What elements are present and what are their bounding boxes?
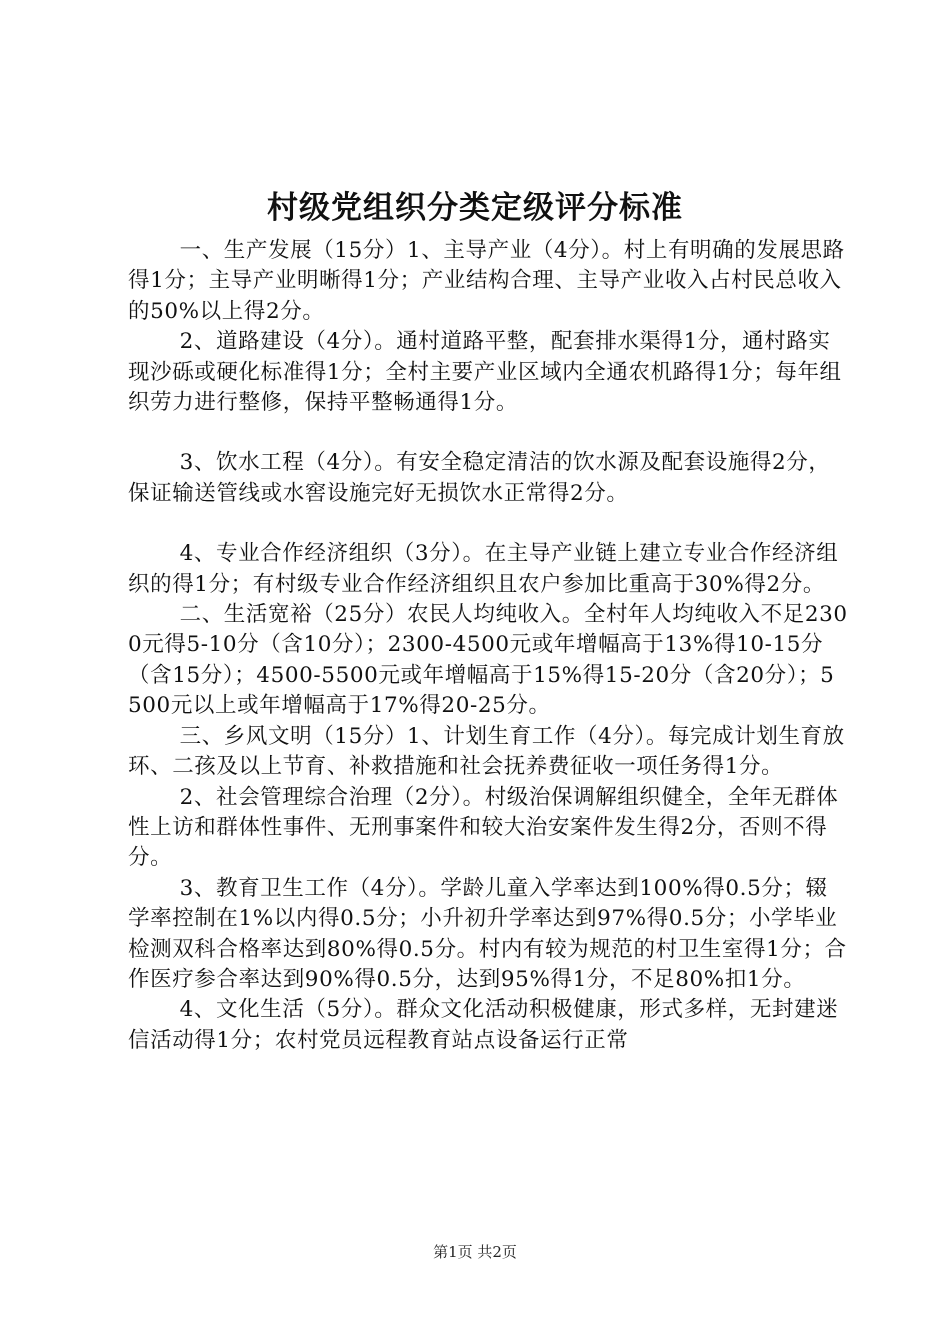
paragraph-rural-civilization: 三、乡风文明（15分）1、计划生育工作（4分）。每完成计划生育放环、二孩及以上节育、补救措施和社会抚养费征收一项任务得1分。 (128, 723, 845, 780)
document-title: 村级党组织分类定级评分标准 (267, 190, 683, 226)
paragraph-drinking-water: 3、饮水工程（4分）。有安全稳定清洁的饮水源及配套设施得2分，保证输送管线或水窖设施完好无损饮水正常得2分。 (128, 450, 831, 506)
paragraph-education-health: 3、教育卫生工作（4分）。学龄儿童入学率达到100%得0.5分；辍学率控制在1%以内得0.5分；小升初升学率达到97%得0.5分；小学毕业检测双科合格率达到80%得0.5分。村内有较为规范的村卫生室得1分；合作医疗参合率达到90%得0.5分，达到95%得1分，不足80%扣1分。 (128, 875, 847, 992)
paragraph-cultural-life: 4、文化生活（5分）。群众文化活动积极健康，形式多样，无封建迷信活动得1分；农村党员远程教育站点设备运行正常 (128, 997, 839, 1053)
paragraph-social-governance: 2、社会管理综合治理（2分）。村级治保调解组织健全，全年无群体性上访和群体性事件、无刑事案件和较大治安案件发生得2分，否则不得分。 (128, 784, 839, 871)
paragraph-spacer (128, 418, 848, 448)
paragraph-cooperative-organization: 4、专业合作经济组织（3分）。在主导产业链上建立专业合作经济组织的得1分；有村级专业合作经济组织且农户参加比重高于30%得2分。 (128, 541, 839, 597)
paragraph-spacer (128, 509, 848, 539)
paragraph-production-development: 一、生产发展（15分）1、主导产业（4分）。村上有明确的发展思路得1分；主导产业明晰得1分；产业结构合理、主导产业收入占村民总收入的50%以上得2分。 (128, 238, 845, 324)
paragraph-road-construction: 2、道路建设（4分）。通村道路平整，配套排水渠得1分，通村路实现沙砾或硬化标准得1分；全村主要产业区域内全通农机路得1分；每年组织劳力进行整修，保持平整畅通得1分。 (128, 329, 842, 416)
paragraph-living-standard: 二、生活宽裕（25分）农民人均纯收入。全村年人均纯收入不足2300元得5-10分（含10分）；2300-4500元或年增幅高于13%得10-15分（含15分）；4500-5500元或年增幅高于15%得15-20分（含20分）；5500元以上或年增幅高于17%得20-25分。 (128, 602, 848, 719)
page-number-footer: 第1页 共2页 (433, 1243, 517, 1261)
document-body (128, 236, 848, 1056)
